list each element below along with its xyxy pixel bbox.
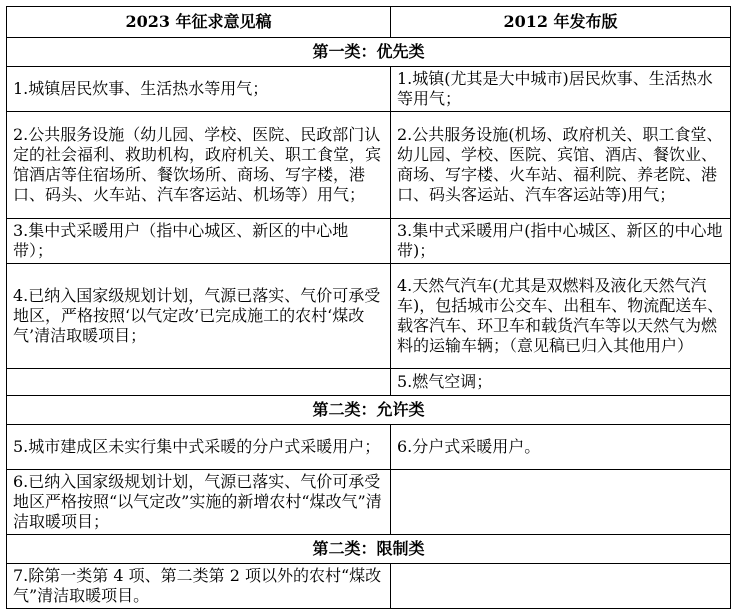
table-row <box>7 470 731 535</box>
cell-2023: 2.公共服务设施（幼儿园、学校、医院、民政部门认定的社会福利、救助机构，政府机关、职工食堂，宾馆酒店等住宿场所、餐饮场所、商场、写字楼，港口、码头、火车站、汽车客运站、机场等）用气； <box>7 112 391 219</box>
table-row <box>7 564 731 609</box>
section-title-priority: 第一类：优先类 <box>7 38 731 67</box>
cell-2012 <box>391 564 731 609</box>
table-row <box>7 264 731 369</box>
header-2023-draft: 2023 年征求意见稿 <box>7 7 391 38</box>
cell-2023: 6.已纳入国家级规划计划，气源已落实、气价可承受地区严格按照“以气定改”实施的新增农村“煤改气”清洁取暖项目； <box>7 470 391 535</box>
cell-2023: 5.城市建成区未实行集中式采暖的分户式采暖用户； <box>7 425 391 470</box>
cell-2023: 3.集中式采暖用户（指中心城区、新区的中心地带）； <box>7 219 391 264</box>
section-title-restricted: 第二类：限制类 <box>7 535 731 564</box>
cell-2012 <box>391 470 731 535</box>
cell-2012: 2.公共服务设施(机场、政府机关、职工食堂、幼儿园、学校、医院、宾馆、酒店、餐饮业、商场、写字楼、火车站、福利院、养老院、港口、码头客运站、汽车客运站等)用气； <box>391 112 731 219</box>
cell-2012: 3.集中式采暖用户(指中心城区、新区的中心地带)； <box>391 219 731 264</box>
cell-2023: 4.已纳入国家级规划计划，气源已落实、气价可承受地区，严格按照‘以气定改’已完成施工的农村‘煤改气’清洁取暖项目； <box>7 264 391 369</box>
cell-2012: 6.分户式采暖用户。 <box>391 425 731 470</box>
cell-2012: 4.天然气汽车(尤其是双燃料及液化天然气汽车)，包括城市公交车、出租车、物流配送车、载客汽车、环卫车和载货汽车等以天然气为燃料的运输车辆；（意见稿已归入其他用户） <box>391 264 731 369</box>
cell-2012: 5.燃气空调； <box>391 369 731 396</box>
section-title-allowed: 第二类：允许类 <box>7 396 731 425</box>
table-row <box>7 67 731 112</box>
section-row-allowed <box>7 396 731 425</box>
cell-2012: 1.城镇(尤其是大中城市)居民炊事、生活热水等用气； <box>391 67 731 112</box>
cell-2023: 7.除第一类第 4 项、第二类第 2 项以外的农村“煤改气”清洁取暖项目。 <box>7 564 391 609</box>
table-row <box>7 112 731 219</box>
table-row <box>7 369 731 396</box>
section-row-priority <box>7 38 731 67</box>
comparison-table <box>6 6 731 609</box>
cell-2023: 1.城镇居民炊事、生活热水等用气； <box>7 67 391 112</box>
table-row <box>7 425 731 470</box>
header-row <box>7 7 731 38</box>
table-row <box>7 219 731 264</box>
cell-2023 <box>7 369 391 396</box>
section-row-restricted <box>7 535 731 564</box>
header-2012-release: 2012 年发布版 <box>391 7 731 38</box>
